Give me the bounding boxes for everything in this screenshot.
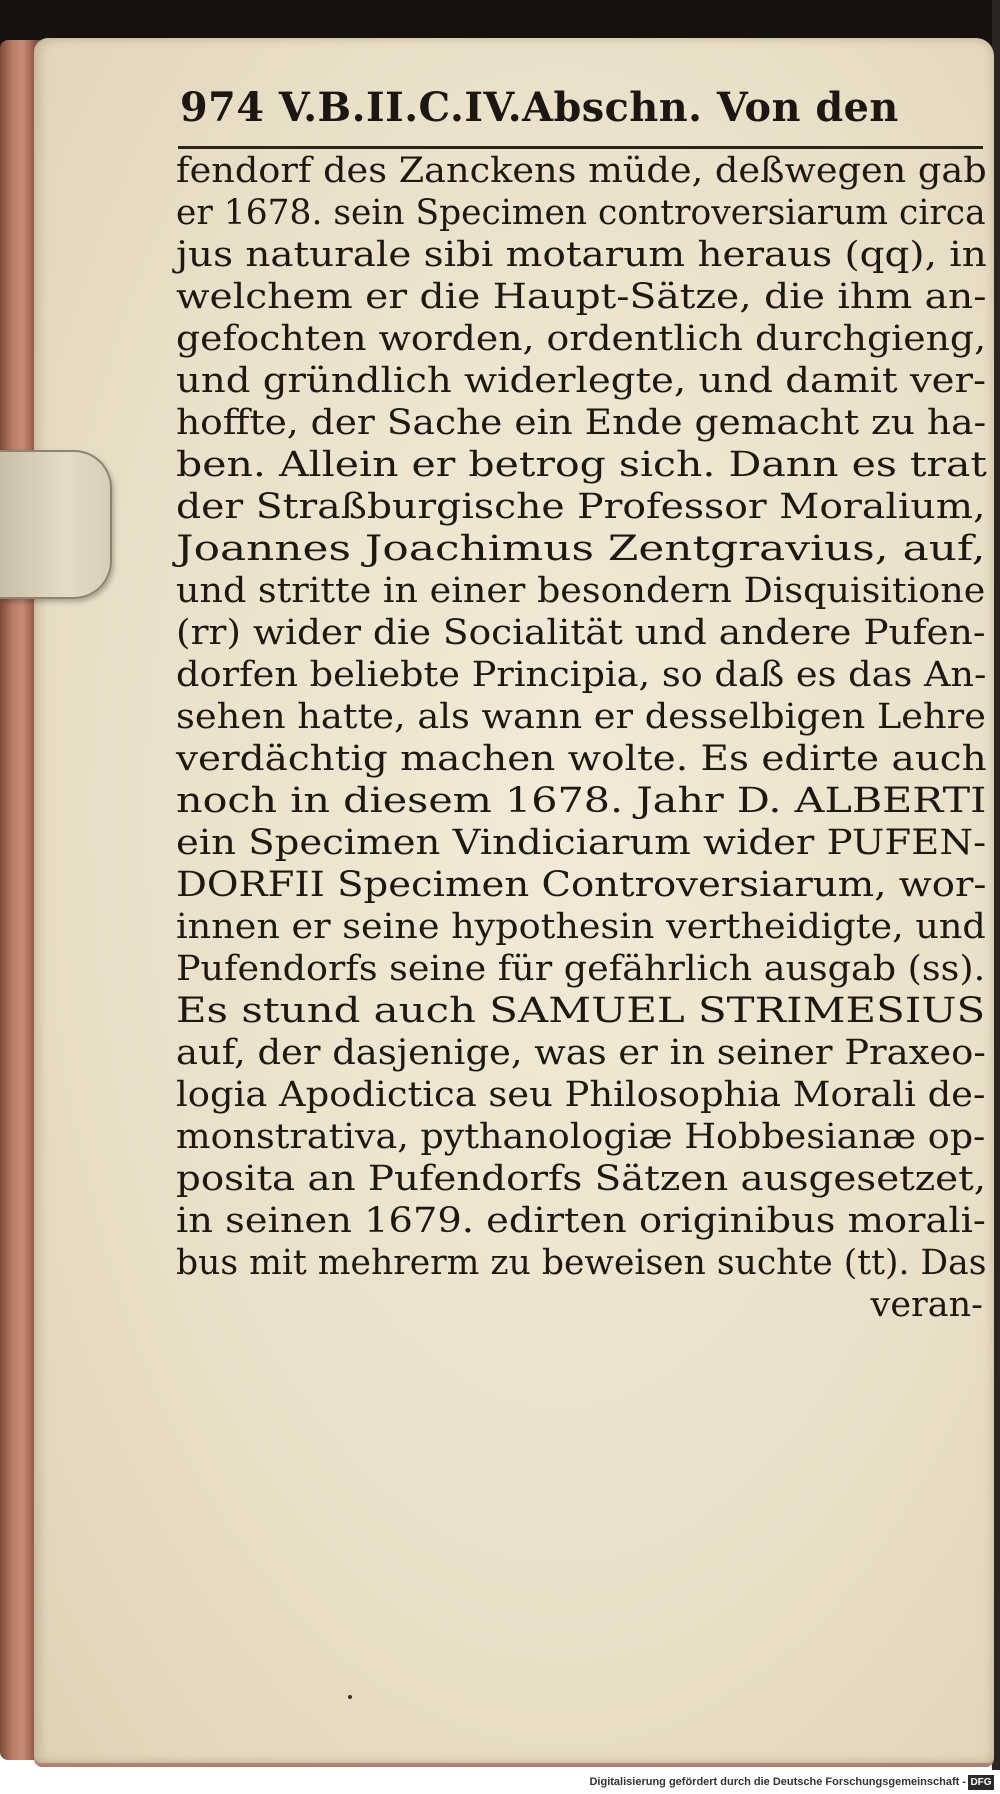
text-line: Joannes Joachimus Zentgravius, auf, <box>176 529 986 569</box>
text-line: ein Specimen Vindiciarum wider PUFEN- <box>176 823 987 863</box>
text-line: welchem er die Haupt-Sätze, die ihm an- <box>176 277 987 317</box>
text-line: und gründlich widerlegte, und damit ver- <box>176 361 987 401</box>
running-header: 974 V.B.II.C.IV.Abschn. Von den <box>180 84 899 131</box>
text-line: logia Apodictica seu Philosophia Morali de- <box>176 1075 986 1115</box>
text-line: hoffte, der Sache ein Ende gemacht zu ha- <box>176 403 987 443</box>
dfg-logo: DFG <box>968 1775 994 1790</box>
text-line: bus mit mehrerm zu beweisen suchte (tt). Das <box>176 1243 987 1283</box>
text-line: (rr) wider die Socialität und andere Pufen- <box>176 613 986 653</box>
body-text <box>176 150 991 1326</box>
text-line: jus naturale sibi motarum heraus (qq), in <box>176 235 987 275</box>
text-line: Pufendorfs seine für gefährlich ausgab (ss). <box>176 949 986 989</box>
text-line: innen er seine hypothesin vertheidigte, und <box>176 907 986 947</box>
text-line: gefochten worden, ordentlich durchgieng, <box>176 319 987 359</box>
text-line: der Straßburgische Professor Moralium, <box>176 487 986 527</box>
text-line: DORFII Specimen Controversiarum, wor- <box>176 865 987 905</box>
page-speck <box>348 1695 352 1699</box>
text-line: verdächtig machen wolte. Es edirte auch <box>176 739 987 779</box>
text-line: veran- <box>870 1285 983 1325</box>
text-line: er 1678. sein Specimen controversiarum circa <box>176 193 986 233</box>
text-line: monstrativa, pythanologiæ Hobbesianæ op- <box>176 1117 986 1157</box>
header-rule <box>178 146 983 149</box>
text-line: posita an Pufendorfs Sätzen ausgesetzet, <box>176 1159 987 1199</box>
footer-bar <box>0 1772 1000 1794</box>
text-line: Es stund auch SAMUEL STRIMESIUS <box>176 991 986 1031</box>
text-line: und stritte in einer besondern Disquisitione <box>176 571 986 611</box>
text-line: ben. Allein er betrog sich. Dann es trat <box>176 445 987 485</box>
text-line: auf, der dasjenige, was er in seiner Praxeo- <box>176 1033 986 1073</box>
text-line: fendorf des Zanckens müde, deßwegen gab <box>176 151 987 191</box>
bookmark-tab <box>0 450 112 599</box>
digitization-credit: Digitalisierung gefördert durch die Deutsche Forschungsgemeinschaft - <box>589 1776 966 1788</box>
text-line: dorfen beliebte Principia, so daß es das An- <box>176 655 987 695</box>
text-line: sehen hatte, als wann er desselbigen Lehre <box>176 697 986 737</box>
text-line: in seinen 1679. edirten originibus morali- <box>176 1201 986 1241</box>
text-line: noch in diesem 1678. Jahr D. ALBERTI <box>176 781 987 821</box>
